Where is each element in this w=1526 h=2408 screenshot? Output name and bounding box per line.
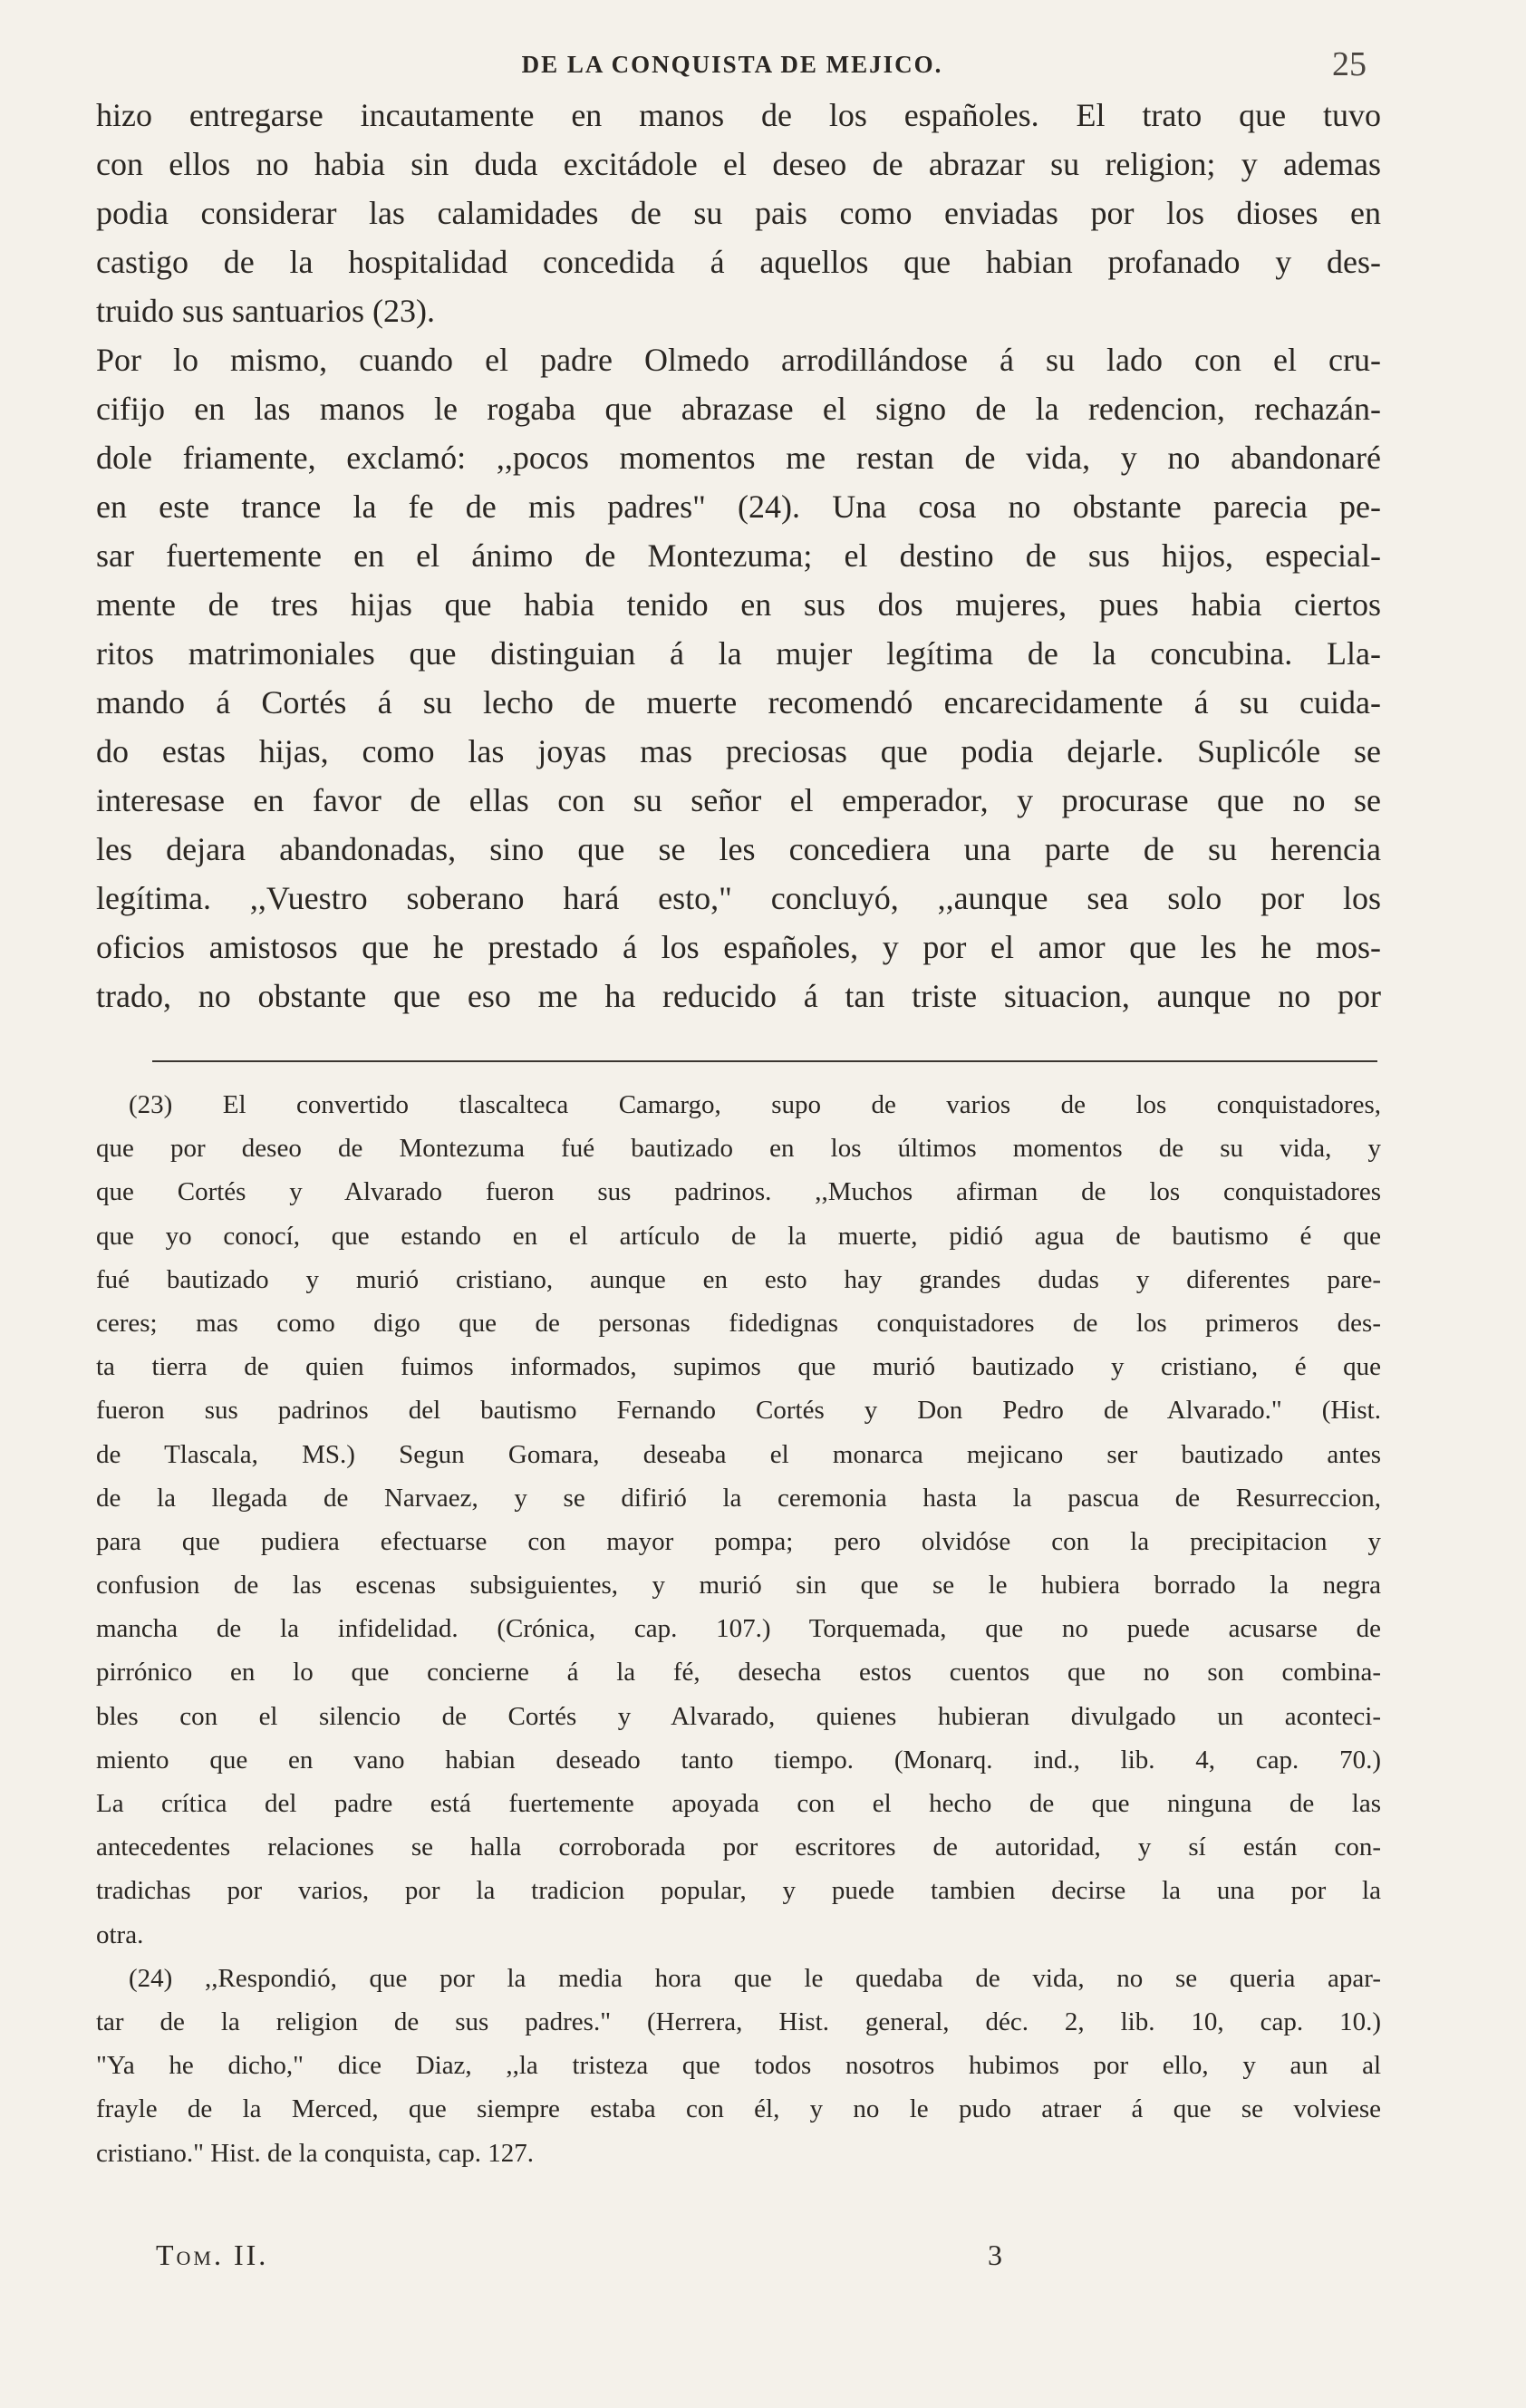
footnote-line: confusion de las escenas subsiguientes, y murió sin que se le hubiera borrado la negra xyxy=(96,1571,1381,1600)
footnote-line: para que pudiera efectuarse con mayor pompa; pero olvidóse con la precipitacion y xyxy=(96,1526,1381,1556)
text-line: legítima. ,,Vuestro soberano hará esto," concluyó, ,,aunque sea solo por los xyxy=(96,880,1381,916)
footnote-line: fueron sus padrinos del bautismo Fernando Cortés y Don Pedro de Alvarado." (Hist. xyxy=(96,1396,1381,1426)
footnote-line: de Tlascala, MS.) Segun Gomara, deseaba el monarca mejicano ser bautizado antes xyxy=(96,1439,1381,1469)
text-line: con ellos no habia sin duda excitádole el deseo de abrazar su religion; y ademas xyxy=(96,146,1381,182)
footnote-line: bles con el silencio de Cortés y Alvarado, quienes hubieran divulgado un aconteci- xyxy=(96,1701,1381,1731)
page-number: 25 xyxy=(1332,45,1367,83)
footnote-divider xyxy=(152,1060,1377,1062)
text-line: oficios amistosos que he prestado á los españoles, y por el amor que les he mos- xyxy=(96,929,1381,965)
footnote-line: ta tierra de quien fuimos informados, supimos que murió bautizado y cristiano, é que xyxy=(96,1352,1381,1382)
footnote-line: que yo conocí, que estando en el artículo de la muerte, pidió agua de bautismo é que xyxy=(96,1221,1381,1251)
footnote-line: que por deseo de Montezuma fué bautizado en los últimos momentos de su vida, y xyxy=(96,1134,1381,1164)
text-line: en este trance la fe de mis padres" (24). Una cosa no obstante parecia pe- xyxy=(96,488,1381,525)
text-line: ritos matrimoniales que distinguian á la mujer legítima de la concubina. Lla- xyxy=(96,635,1381,672)
text-line: mando á Cortés á su lecho de muerte recomendó encarecidamente á su cuida- xyxy=(96,684,1381,720)
footnote-line: cristiano." Hist. de la conquista, cap. 127. xyxy=(96,2138,534,2168)
text-line: les dejara abandonadas, sino que se les concediera una parte de su herencia xyxy=(96,831,1381,867)
text-line: Por lo mismo, cuando el padre Olmedo arrodillándose á su lado con el cru- xyxy=(96,342,1381,378)
footnotes xyxy=(96,1083,1381,2175)
running-title: DE LA CONQUISTA DE MEJICO. xyxy=(521,51,943,78)
footnote-line: miento que en vano habian deseado tanto tiempo. (Monarq. ind., lib. 4, cap. 70.) xyxy=(96,1745,1381,1775)
text-line: do estas hijas, como las joyas mas preciosas que podia dejarle. Suplicóle se xyxy=(96,733,1381,769)
footnote-line: (24) ,,Respondió, que por la media hora que le quedaba de vida, no se queria apar- xyxy=(129,1963,1381,1993)
main-text xyxy=(96,91,1381,1020)
text-line: podia considerar las calamidades de su pais como enviadas por los dioses en xyxy=(96,195,1381,231)
text-line: cifijo en las manos le rogaba que abrazase el signo de la redencion, rechazán- xyxy=(96,391,1381,427)
footnote-line: tradichas por varios, por la tradicion popular, y puede tambien decirse la una por la xyxy=(96,1876,1381,1906)
footnote-line: mancha de la infidelidad. (Crónica, cap. 107.) Torquemada, que no puede acusarse de xyxy=(96,1614,1381,1644)
gathering-mark: 3 xyxy=(988,2239,1002,2271)
footnote-line: fué bautizado y murió cristiano, aunque en esto hay grandes dudas y diferentes pare- xyxy=(96,1264,1381,1294)
footnote-line: frayle de la Merced, que siempre estaba con él, y no le pudo atraer á que se volviese xyxy=(96,2094,1381,2124)
text-line: truido sus santuarios (23). xyxy=(96,293,435,329)
volume-signature: Tom. II. xyxy=(156,2239,269,2271)
footnote-line: tar de la religion de sus padres." (Herrera, Hist. general, déc. 2, lib. 10, cap. 10.) xyxy=(96,2007,1381,2036)
text-line: castigo de la hospitalidad concedida á aquellos que habian profanado y des- xyxy=(96,244,1381,280)
footnote-line: ceres; mas como digo que de personas fidedignas conquistadores de los primeros des- xyxy=(96,1308,1381,1338)
footnote-line: otra. xyxy=(96,1920,144,1949)
text-line: trado, no obstante que eso me ha reducido á tan triste situacion, aunque no por xyxy=(96,978,1381,1014)
text-line: mente de tres hijas que habia tenido en sus dos mujeres, pues habia ciertos xyxy=(96,586,1381,623)
running-head xyxy=(98,42,1367,87)
footnote-line: que Cortés y Alvarado fueron sus padrinos. ,,Muchos afirman de los conquistadores xyxy=(96,1177,1381,1207)
text-line: interesase en favor de ellas con su señor el emperador, y procurase que no se xyxy=(96,782,1381,818)
footnote-line: pirrónico en lo que concierne á la fé, desecha estos cuentos que no son combina- xyxy=(96,1658,1381,1688)
footnote-line: "Ya he dicho," dice Diaz, ,,la tristeza que todos nosotros hubimos por ello, y aun al xyxy=(96,2051,1381,2081)
footnote-line: (23) El convertido tlascalteca Camargo, supo de varios de los conquistadores, xyxy=(129,1090,1381,1119)
footnote-line: La crítica del padre está fuertemente apoyada con el hecho de que ninguna de las xyxy=(96,1789,1381,1818)
text-line: hizo entregarse incautamente en manos de los españoles. El trato que tuvo xyxy=(96,97,1381,133)
footnote-line: de la llegada de Narvaez, y se difirió la ceremonia hasta la pascua de Resurreccion, xyxy=(96,1483,1381,1513)
text-line: dole friamente, exclamó: ,,pocos momentos me restan de vida, y no abandonaré xyxy=(96,440,1381,476)
text-line: sar fuertemente en el ánimo de Montezuma; el destino de sus hijos, especial- xyxy=(96,537,1381,574)
footnote-line: antecedentes relaciones se halla corroborada por escritores de autoridad, y sí están con- xyxy=(96,1833,1381,1862)
